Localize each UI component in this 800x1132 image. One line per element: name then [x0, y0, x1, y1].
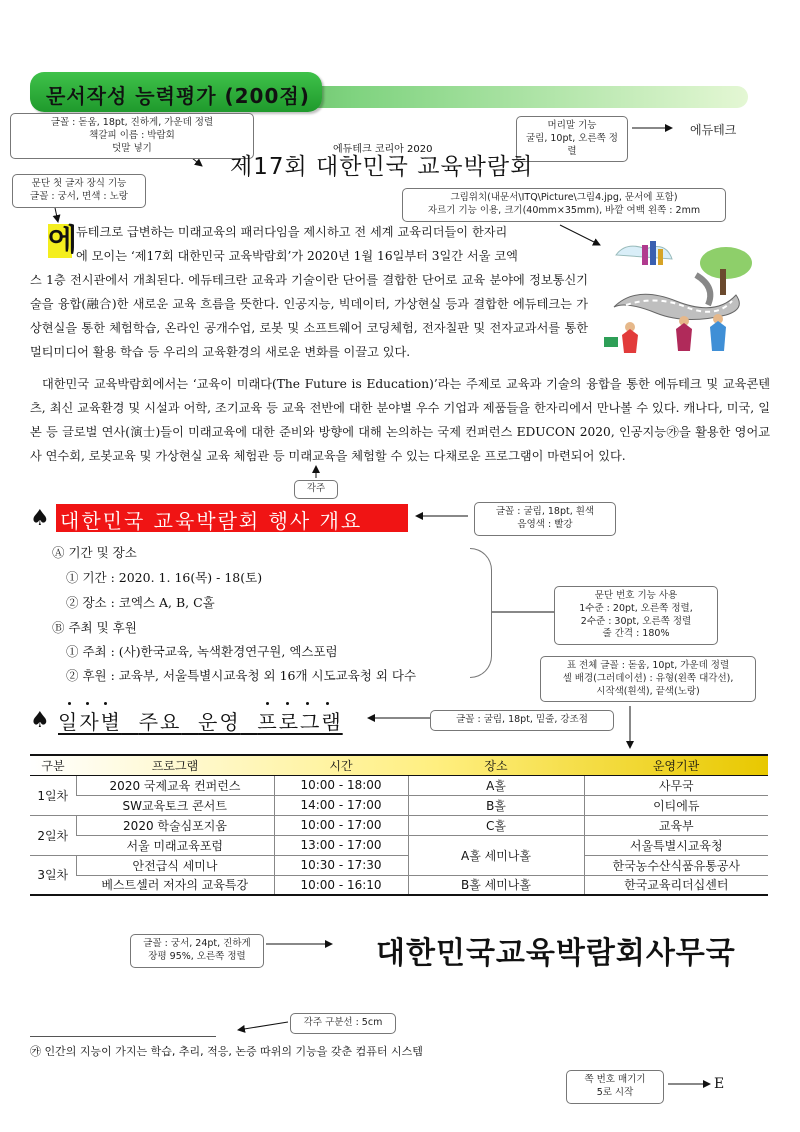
table-cell: 10:00 - 18:00 [274, 775, 408, 795]
table-header: 장소 [408, 755, 584, 775]
illustration-image [596, 235, 756, 355]
section2-heading: 일자별 주요 운영 프로그램 [58, 710, 343, 734]
table-cell: 10:30 - 17:30 [274, 855, 408, 875]
emphasis-dot [266, 702, 269, 705]
list-item-level1: Ⓐ 기간 및 장소 [52, 545, 137, 560]
list-item-level2: ① 주최 : (사)한국교육, 녹색환경연구원, 엑스포럼 [66, 644, 338, 659]
table-cell: 서울특별시교육청 [584, 835, 768, 855]
list-item-level2: ① 기간 : 2020. 1. 16(목) - 18(토) [66, 570, 263, 585]
table-cell: 2020 학술심포지움 [76, 815, 274, 835]
spade-icon: ♠ [30, 708, 50, 733]
table-cell: 이티에듀 [584, 795, 768, 815]
drop-cap: 에 [48, 223, 77, 258]
note-dropcap-style: 문단 첫 글자 장식 기능 글꼴 : 궁서, 면색 : 노랑 [12, 174, 146, 208]
emphasis-dot [86, 702, 89, 705]
table-cell: 10:00 - 16:10 [274, 875, 408, 895]
footnote-separator [30, 1036, 216, 1037]
table-row [30, 775, 768, 795]
table-cell: 교육부 [584, 815, 768, 835]
emphasis-dot [286, 702, 289, 705]
para2-body: 대한민국 교육박람회에서는 ‘교육이 미래다(The Future is Education)’라는 주제로 교육과 기술의 융합을 통한 에듀테크 및 교육콘텐츠, 최신 교육환경 및 시설과 어학, 조기교육 등 교육 전반에 대한 분야별 우수 기업과 제품들을 한자리에서 만나볼 수 있다. 캐나다, 미국, 일본 등 글로벌 연사(演士)들이 미래교육에 대한 준비와 방향에 대해 논의하는 국제 컨퍼런스 EDUCON 2020, 인공지능㉮을 활용한 영어교사 연수회, 로봇교육 및 가상현실 교육 체험관 등 미래교육을 체험할 수 있는 다채로운 프로그램이 마련되어 있다. [30, 377, 770, 463]
table-cell: 한국교육리더십센터 [584, 875, 768, 895]
note-footnote-tag: 각주 [294, 480, 338, 499]
office-name: 대한민국교육박람회사무국 [376, 936, 736, 971]
title-ruby: 에듀테크 코리아 2020 [333, 144, 433, 155]
note-table-style: 표 전체 글꼴 : 돋움, 10pt, 가운데 정렬 셀 배경(그러데이션) : 유형(왼쪽 대각선), 시작색(흰색), 끝색(노랑) [540, 656, 756, 702]
table-cell-day: 3일차 [30, 855, 76, 895]
note-numbering-style: 문단 번호 기능 사용 1수준 : 20pt, 오른쪽 정렬, 2수준 : 30pt, 오른쪽 정렬 줄 간격 : 180% [554, 586, 718, 645]
section1-heading: 대한민국 교육박람회 행사 개요 [60, 509, 363, 533]
note-footnote-line-style: 각주 구분선 : 5cm [290, 1013, 396, 1034]
table-cell: 10:00 - 17:00 [274, 815, 408, 835]
table-cell: 서울 미래교육포럼 [76, 835, 274, 855]
table-cell: SW교육토크 콘서트 [76, 795, 274, 815]
table-cell: C홀 [408, 815, 584, 835]
table-cell: 13:00 - 17:00 [274, 835, 408, 855]
list-item-level1: Ⓑ 주최 및 후원 [52, 620, 137, 635]
table-cell: 한국농수산식품유통공사 [584, 855, 768, 875]
note-section1-style: 글꼴 : 굴림, 18pt, 흰색 음영색 : 빨강 [474, 502, 616, 536]
table-cell: A홀 [408, 775, 584, 795]
table-cell: B홀 [408, 795, 584, 815]
note-title-style: 글꼴 : 돋움, 18pt, 진하게, 가운데 정렬 책갈피 이름 : 박람회 덧말 넣기 [10, 113, 254, 159]
schedule-table [30, 754, 768, 896]
table-header: 구분 [30, 755, 76, 775]
page-number: E [714, 1076, 725, 1092]
para1-body: 스 1층 전시관에서 개최된다. 에듀테크란 교육과 기술이란 단어를 결합한 단어로 교육 분야에 정보통신기술을 융합(融合)한 새로운 교육 흐름을 뜻한다. 인공지능, 빅데이터, 가상현실 등과 결합한 에듀테크는 가상현실을 통한 체험학습, 온라인 공개수업, 로봇 및 소프트웨어 코딩체험, 전자칠판 및 전자교과서를 통한 멀티미디어 활용 학습 등 우리의 교육환경의 새로운 변화를 이끌고 있다. [30, 273, 588, 359]
table-header: 프로그램 [76, 755, 274, 775]
table-cell-day: 2일차 [30, 815, 76, 855]
table-cell: 사무국 [584, 775, 768, 795]
table-row [30, 855, 768, 875]
list-item-level2: ② 장소 : 코엑스 A, B, C홀 [66, 595, 215, 610]
emphasis-dot [306, 702, 309, 705]
table-cell: B홀 세미나홀 [408, 875, 584, 895]
table-row [30, 875, 768, 895]
table-cell: 안전급식 세미나 [76, 855, 274, 875]
list-item-level2: ② 후원 : 교육부, 서울특별시교육청 외 16개 시도교육청 외 다수 [66, 668, 417, 683]
table-cell: A홀 세미나홀 [408, 835, 584, 875]
emphasis-dot [68, 702, 71, 705]
header-text: 에듀테크 [690, 123, 737, 137]
table-cell: 베스트셀러 저자의 교육특강 [76, 875, 274, 895]
emphasis-dot [104, 702, 107, 705]
table-header: 시간 [274, 755, 408, 775]
note-page-style: 쪽 번호 매기기 5로 시작 [566, 1070, 664, 1104]
list-brace [470, 548, 492, 678]
note-section2-style: 글꼴 : 굴림, 18pt, 밑줄, 강조점 [430, 710, 614, 731]
table-cell-day: 1일차 [30, 775, 76, 815]
note-office-style: 글꼴 : 궁서, 24pt, 진하게 장평 95%, 오른쪽 정렬 [130, 934, 264, 968]
para1-line1: 듀테크로 급변하는 미래교육의 패러다임을 제시하고 전 세계 교육리더들이 한자리 [76, 225, 508, 239]
spade-icon: ♠ [30, 506, 50, 531]
note-image-style: 그림위치(내문서\ITQ\Picture\그림4.jpg, 문서에 포함) 자르기 기능 이용, 크기(40mm×35mm), 바깥 여백 왼쪽 : 2mm [402, 188, 726, 222]
note-header-style: 머리말 기능 굴림, 10pt, 오른쪽 정렬 [516, 116, 628, 162]
page-title: 제17회 대한민국 교육박람회 [230, 154, 534, 180]
table-cell: 2020 국제교육 컨퍼런스 [76, 775, 274, 795]
table-header-row [30, 755, 768, 775]
section-banner-title: 문서작성 능력평가 (200점) [46, 84, 310, 108]
table-cell: 14:00 - 17:00 [274, 795, 408, 815]
table-row [30, 815, 768, 835]
footnote-text: ㉮ 인간의 지능이 가지는 학습, 추리, 적응, 논증 따위의 기능을 갖춘 컴퓨터 시스템 [30, 1045, 423, 1058]
table-row [30, 795, 768, 815]
emphasis-dot [326, 702, 329, 705]
table-row [30, 835, 768, 855]
para1-line2: 에 모이는 ‘제17회 대한민국 교육박람회’가 2020년 1월 16일부터 3일간 서울 코엑 [76, 249, 518, 263]
table-header: 운영기관 [584, 755, 768, 775]
